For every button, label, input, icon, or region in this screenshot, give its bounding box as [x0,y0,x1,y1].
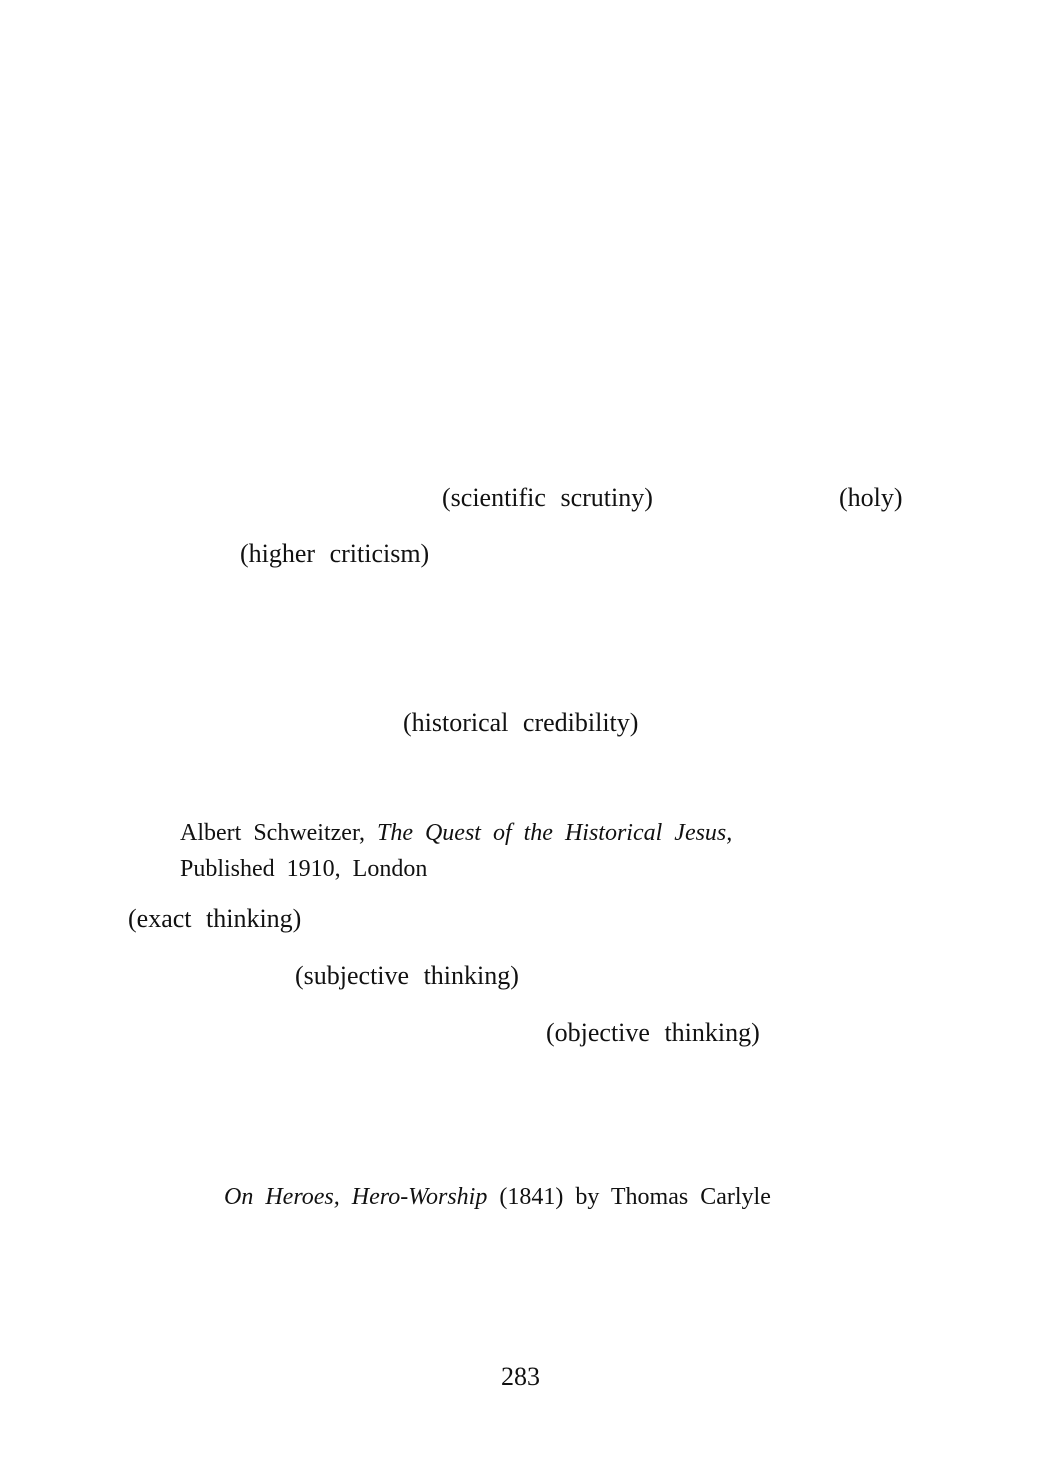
term-scientific-scrutiny: (scientific scrutiny) [442,483,653,512]
citation-schweitzer-author: Albert Schweitzer, [180,820,365,846]
term-holy: (holy) [839,483,903,512]
term-higher-criticism: (higher criticism) [240,539,430,568]
term-objective-thinking: (objective thinking) [546,1018,760,1047]
citation-schweitzer [180,818,732,848]
page-number: 283 [501,1362,540,1391]
citation-schweitzer-title: The Quest of the Historical Jesus, [376,820,733,846]
term-historical-credibility: (historical credibility) [403,708,639,737]
term-exact-thinking: (exact thinking) [128,904,302,933]
citation-carlyle-byline: by Thomas Carlyle [575,1184,771,1210]
citation-carlyle-year: (1841) [499,1184,564,1210]
citation-carlyle-title: On Heroes, Hero-Worship [224,1184,488,1210]
citation-schweitzer-publication: Published 1910, London [180,856,428,882]
citation-carlyle [224,1182,771,1212]
term-subjective-thinking: (subjective thinking) [295,961,519,990]
